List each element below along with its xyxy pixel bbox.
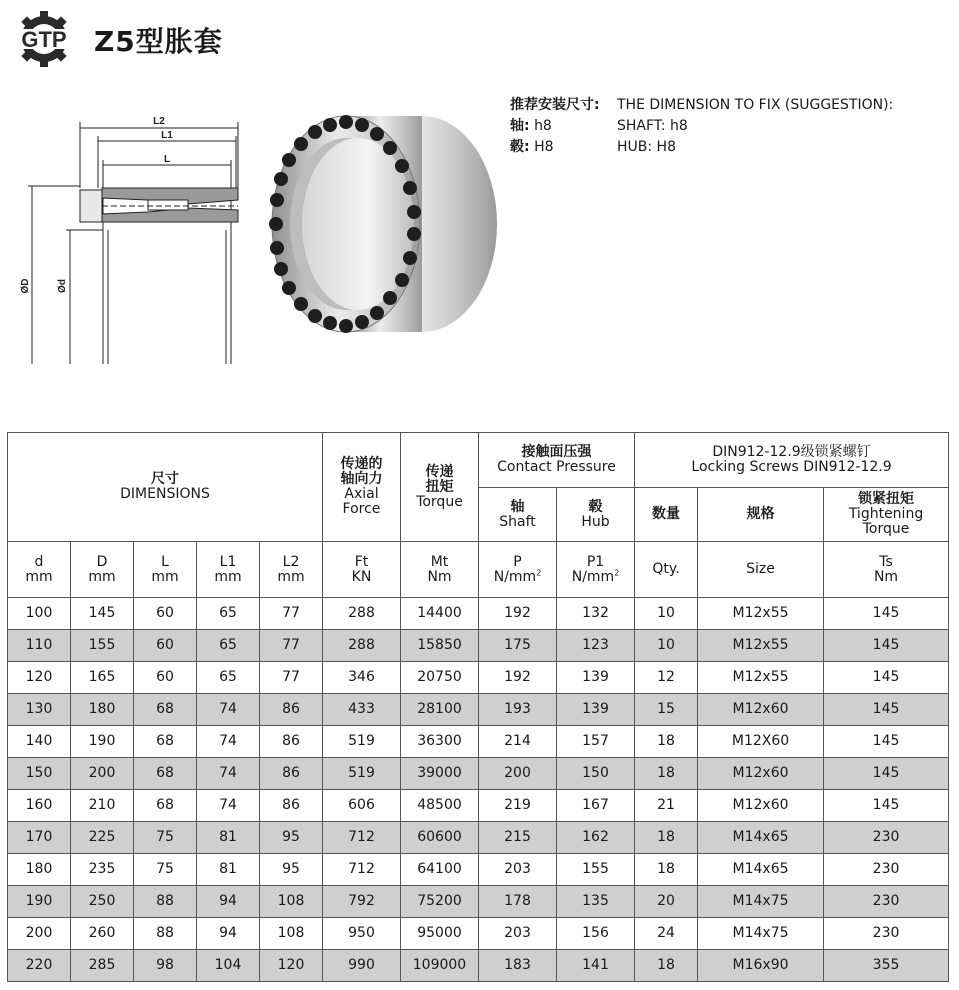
spec-table bbox=[7, 432, 949, 982]
table-cell: 139 bbox=[557, 662, 635, 694]
table-cell: 140 bbox=[8, 726, 71, 758]
table-cell: 86 bbox=[260, 758, 323, 790]
table-cell: 155 bbox=[557, 854, 635, 886]
unit-header-cell: Ts Nm bbox=[824, 542, 949, 598]
table-cell: 150 bbox=[8, 758, 71, 790]
table-row bbox=[8, 822, 949, 854]
table-cell: 108 bbox=[260, 886, 323, 918]
table-cell: 100 bbox=[8, 598, 71, 630]
table-cell: 712 bbox=[323, 854, 401, 886]
table-cell: 288 bbox=[323, 598, 401, 630]
table-cell: M14x75 bbox=[698, 886, 824, 918]
size-header: 规格 bbox=[698, 488, 824, 542]
table-cell: 64100 bbox=[401, 854, 479, 886]
table-cell: 135 bbox=[557, 886, 635, 918]
unit-header-cell: d mm bbox=[8, 542, 71, 598]
table-cell: 94 bbox=[197, 886, 260, 918]
table-cell: 288 bbox=[323, 630, 401, 662]
tightening-torque-header: 锁紧扭矩 Tightening Torque bbox=[824, 488, 949, 542]
table-cell: 200 bbox=[71, 758, 134, 790]
shaft-value: h8 bbox=[534, 118, 552, 134]
table-cell: 95000 bbox=[401, 918, 479, 950]
table-cell: 65 bbox=[197, 598, 260, 630]
table-cell: 75200 bbox=[401, 886, 479, 918]
shaft-en: SHAFT: h8 bbox=[617, 118, 688, 134]
table-cell: 150 bbox=[557, 758, 635, 790]
table-cell: 145 bbox=[824, 758, 949, 790]
unit-header-cell: Mt Nm bbox=[401, 542, 479, 598]
table-row bbox=[8, 630, 949, 662]
table-cell: 180 bbox=[71, 694, 134, 726]
axial-force-header: 传递的轴向力 Axial Force bbox=[323, 433, 401, 542]
table-cell: 193 bbox=[479, 694, 557, 726]
table-cell: 260 bbox=[71, 918, 134, 950]
table-cell: 175 bbox=[479, 630, 557, 662]
table-cell: 68 bbox=[134, 758, 197, 790]
table-cell: 123 bbox=[557, 630, 635, 662]
table-cell: 28100 bbox=[401, 694, 479, 726]
table-cell: 60 bbox=[134, 662, 197, 694]
table-cell: 230 bbox=[824, 886, 949, 918]
table-row bbox=[8, 694, 949, 726]
table-cell: 120 bbox=[8, 662, 71, 694]
table-cell: 68 bbox=[134, 726, 197, 758]
table-cell: 519 bbox=[323, 758, 401, 790]
table-cell: 109000 bbox=[401, 950, 479, 982]
table-cell: 94 bbox=[197, 918, 260, 950]
table-cell: M12x55 bbox=[698, 662, 824, 694]
table-cell: 162 bbox=[557, 822, 635, 854]
table-cell: 200 bbox=[8, 918, 71, 950]
dimensions-header: 尺寸 DIMENSIONS bbox=[8, 433, 323, 542]
table-cell: 132 bbox=[557, 598, 635, 630]
table-cell: 230 bbox=[824, 822, 949, 854]
unit-header-cell: P1 $N/mm^2$ bbox=[557, 542, 635, 598]
table-cell: 192 bbox=[479, 662, 557, 694]
hub-label: 毂: bbox=[510, 139, 530, 155]
table-cell: 108 bbox=[260, 918, 323, 950]
dimension-diagram bbox=[18, 108, 248, 370]
shaft-label: 轴: bbox=[510, 118, 530, 134]
table-cell: 104 bbox=[197, 950, 260, 982]
table-cell: 65 bbox=[197, 662, 260, 694]
hub-value: H8 bbox=[534, 139, 554, 155]
table-cell: 235 bbox=[71, 854, 134, 886]
table-cell: 74 bbox=[197, 758, 260, 790]
table-cell: M12X60 bbox=[698, 726, 824, 758]
table-cell: 145 bbox=[824, 790, 949, 822]
table-cell: 74 bbox=[197, 726, 260, 758]
table-row bbox=[8, 726, 949, 758]
table-cell: 39000 bbox=[401, 758, 479, 790]
unit-header-cell: L1 mm bbox=[197, 542, 260, 598]
contact-pressure-header: 接触面压强 Contact Pressure bbox=[479, 433, 635, 488]
table-cell: 346 bbox=[323, 662, 401, 694]
table-cell: 77 bbox=[260, 662, 323, 694]
table-cell: 60 bbox=[134, 630, 197, 662]
table-cell: 230 bbox=[824, 854, 949, 886]
table-cell: 285 bbox=[71, 950, 134, 982]
table-cell: 95 bbox=[260, 854, 323, 886]
table-cell: 145 bbox=[71, 598, 134, 630]
table-cell: 183 bbox=[479, 950, 557, 982]
table-cell: 81 bbox=[197, 822, 260, 854]
table-cell: 15 bbox=[635, 694, 698, 726]
table-cell: 60 bbox=[134, 598, 197, 630]
table-cell: 130 bbox=[8, 694, 71, 726]
table-cell: 98 bbox=[134, 950, 197, 982]
table-cell: 86 bbox=[260, 726, 323, 758]
table-cell: 203 bbox=[479, 854, 557, 886]
table-cell: 606 bbox=[323, 790, 401, 822]
svg-text:L1: L1 bbox=[161, 130, 173, 141]
table-cell: 20750 bbox=[401, 662, 479, 694]
table-cell: 200 bbox=[479, 758, 557, 790]
table-cell: 20 bbox=[635, 886, 698, 918]
table-cell: 792 bbox=[323, 886, 401, 918]
table-cell: 68 bbox=[134, 694, 197, 726]
table-cell: 355 bbox=[824, 950, 949, 982]
table-cell: 190 bbox=[71, 726, 134, 758]
table-cell: 215 bbox=[479, 822, 557, 854]
table-cell: M12x55 bbox=[698, 630, 824, 662]
unit-header-cell: Ft KN bbox=[323, 542, 401, 598]
table-cell: 210 bbox=[71, 790, 134, 822]
unit-header-cell: L2 mm bbox=[260, 542, 323, 598]
table-cell: 60600 bbox=[401, 822, 479, 854]
table-cell: 86 bbox=[260, 694, 323, 726]
table-row bbox=[8, 790, 949, 822]
table-cell: 250 bbox=[71, 886, 134, 918]
table-cell: 160 bbox=[8, 790, 71, 822]
table-cell: 95 bbox=[260, 822, 323, 854]
table-row bbox=[8, 854, 949, 886]
svg-text:Ød: Ød bbox=[57, 279, 68, 293]
gtp-logo bbox=[8, 10, 80, 68]
table-cell: 190 bbox=[8, 886, 71, 918]
fit-title-cn: 推荐安装尺寸: bbox=[510, 97, 600, 113]
table-cell: 145 bbox=[824, 726, 949, 758]
table-cell: 170 bbox=[8, 822, 71, 854]
table-cell: 74 bbox=[197, 790, 260, 822]
locking-screws-header: DIN912-12.9级锁紧螺钉 Locking Screws DIN912-12.9 bbox=[635, 433, 949, 488]
page-title: Z5型胀套 bbox=[94, 25, 223, 58]
svg-text:L: L bbox=[163, 154, 171, 165]
table-cell: M12x60 bbox=[698, 694, 824, 726]
table-cell: 75 bbox=[134, 854, 197, 886]
table-cell: 192 bbox=[479, 598, 557, 630]
table-cell: 14400 bbox=[401, 598, 479, 630]
hub-header: 毂 Hub bbox=[557, 488, 635, 542]
table-cell: 18 bbox=[635, 822, 698, 854]
fit-title-en: THE DIMENSION TO FIX (SUGGESTION): bbox=[617, 97, 894, 113]
unit-header-cell: D mm bbox=[71, 542, 134, 598]
table-cell: 219 bbox=[479, 790, 557, 822]
shaft-header: 轴 Shaft bbox=[479, 488, 557, 542]
table-cell: 990 bbox=[323, 950, 401, 982]
table-cell: 18 bbox=[635, 758, 698, 790]
table-cell: 18 bbox=[635, 950, 698, 982]
table-cell: 120 bbox=[260, 950, 323, 982]
unit-header-cell: Qty. bbox=[635, 542, 698, 598]
table-cell: M14x65 bbox=[698, 822, 824, 854]
table-row bbox=[8, 598, 949, 630]
table-cell: 167 bbox=[557, 790, 635, 822]
table-cell: 433 bbox=[323, 694, 401, 726]
hub-en: HUB: H8 bbox=[617, 139, 676, 155]
table-row bbox=[8, 662, 949, 694]
table-cell: 145 bbox=[824, 662, 949, 694]
table-cell: 139 bbox=[557, 694, 635, 726]
table-cell: 712 bbox=[323, 822, 401, 854]
table-row bbox=[8, 950, 949, 982]
unit-header-cell: P $N/mm^2$ bbox=[479, 542, 557, 598]
table-cell: M12x60 bbox=[698, 758, 824, 790]
table-cell: 178 bbox=[479, 886, 557, 918]
table-cell: 77 bbox=[260, 598, 323, 630]
svg-text:ØD: ØD bbox=[20, 278, 31, 294]
table-cell: 203 bbox=[479, 918, 557, 950]
table-cell: 157 bbox=[557, 726, 635, 758]
svg-text:GTP: GTP bbox=[21, 27, 67, 52]
table-cell: M14x75 bbox=[698, 918, 824, 950]
table-cell: 75 bbox=[134, 822, 197, 854]
table-cell: 12 bbox=[635, 662, 698, 694]
table-cell: M16x90 bbox=[698, 950, 824, 982]
table-cell: 86 bbox=[260, 790, 323, 822]
table-cell: 10 bbox=[635, 598, 698, 630]
table-cell: 155 bbox=[71, 630, 134, 662]
table-cell: 165 bbox=[71, 662, 134, 694]
table-cell: 220 bbox=[8, 950, 71, 982]
table-cell: 77 bbox=[260, 630, 323, 662]
table-cell: M12x60 bbox=[698, 790, 824, 822]
unit-header-cell: Size bbox=[698, 542, 824, 598]
qty-header: 数量 bbox=[635, 488, 698, 542]
table-cell: 88 bbox=[134, 918, 197, 950]
table-cell: 74 bbox=[197, 694, 260, 726]
table-cell: 180 bbox=[8, 854, 71, 886]
table-row bbox=[8, 918, 949, 950]
table-cell: M12x55 bbox=[698, 598, 824, 630]
table-cell: 145 bbox=[824, 598, 949, 630]
table-cell: 88 bbox=[134, 886, 197, 918]
svg-text:L2: L2 bbox=[153, 116, 165, 127]
table-cell: 24 bbox=[635, 918, 698, 950]
product-image bbox=[262, 108, 502, 344]
table-cell: 18 bbox=[635, 854, 698, 886]
table-cell: 18 bbox=[635, 726, 698, 758]
table-cell: 145 bbox=[824, 694, 949, 726]
table-cell: 81 bbox=[197, 854, 260, 886]
table-cell: 950 bbox=[323, 918, 401, 950]
table-cell: 10 bbox=[635, 630, 698, 662]
table-cell: 65 bbox=[197, 630, 260, 662]
table-cell: 68 bbox=[134, 790, 197, 822]
table-cell: M14x65 bbox=[698, 854, 824, 886]
table-cell: 230 bbox=[824, 918, 949, 950]
table-cell: 48500 bbox=[401, 790, 479, 822]
table-cell: 145 bbox=[824, 630, 949, 662]
table-cell: 21 bbox=[635, 790, 698, 822]
table-cell: 15850 bbox=[401, 630, 479, 662]
table-cell: 156 bbox=[557, 918, 635, 950]
table-cell: 225 bbox=[71, 822, 134, 854]
table-cell: 141 bbox=[557, 950, 635, 982]
unit-header-cell: L mm bbox=[134, 542, 197, 598]
torque-header: 传递扭矩 Torque bbox=[401, 433, 479, 542]
table-row bbox=[8, 886, 949, 918]
table-row bbox=[8, 758, 949, 790]
table-cell: 519 bbox=[323, 726, 401, 758]
table-cell: 36300 bbox=[401, 726, 479, 758]
table-cell: 110 bbox=[8, 630, 71, 662]
table-cell: 214 bbox=[479, 726, 557, 758]
